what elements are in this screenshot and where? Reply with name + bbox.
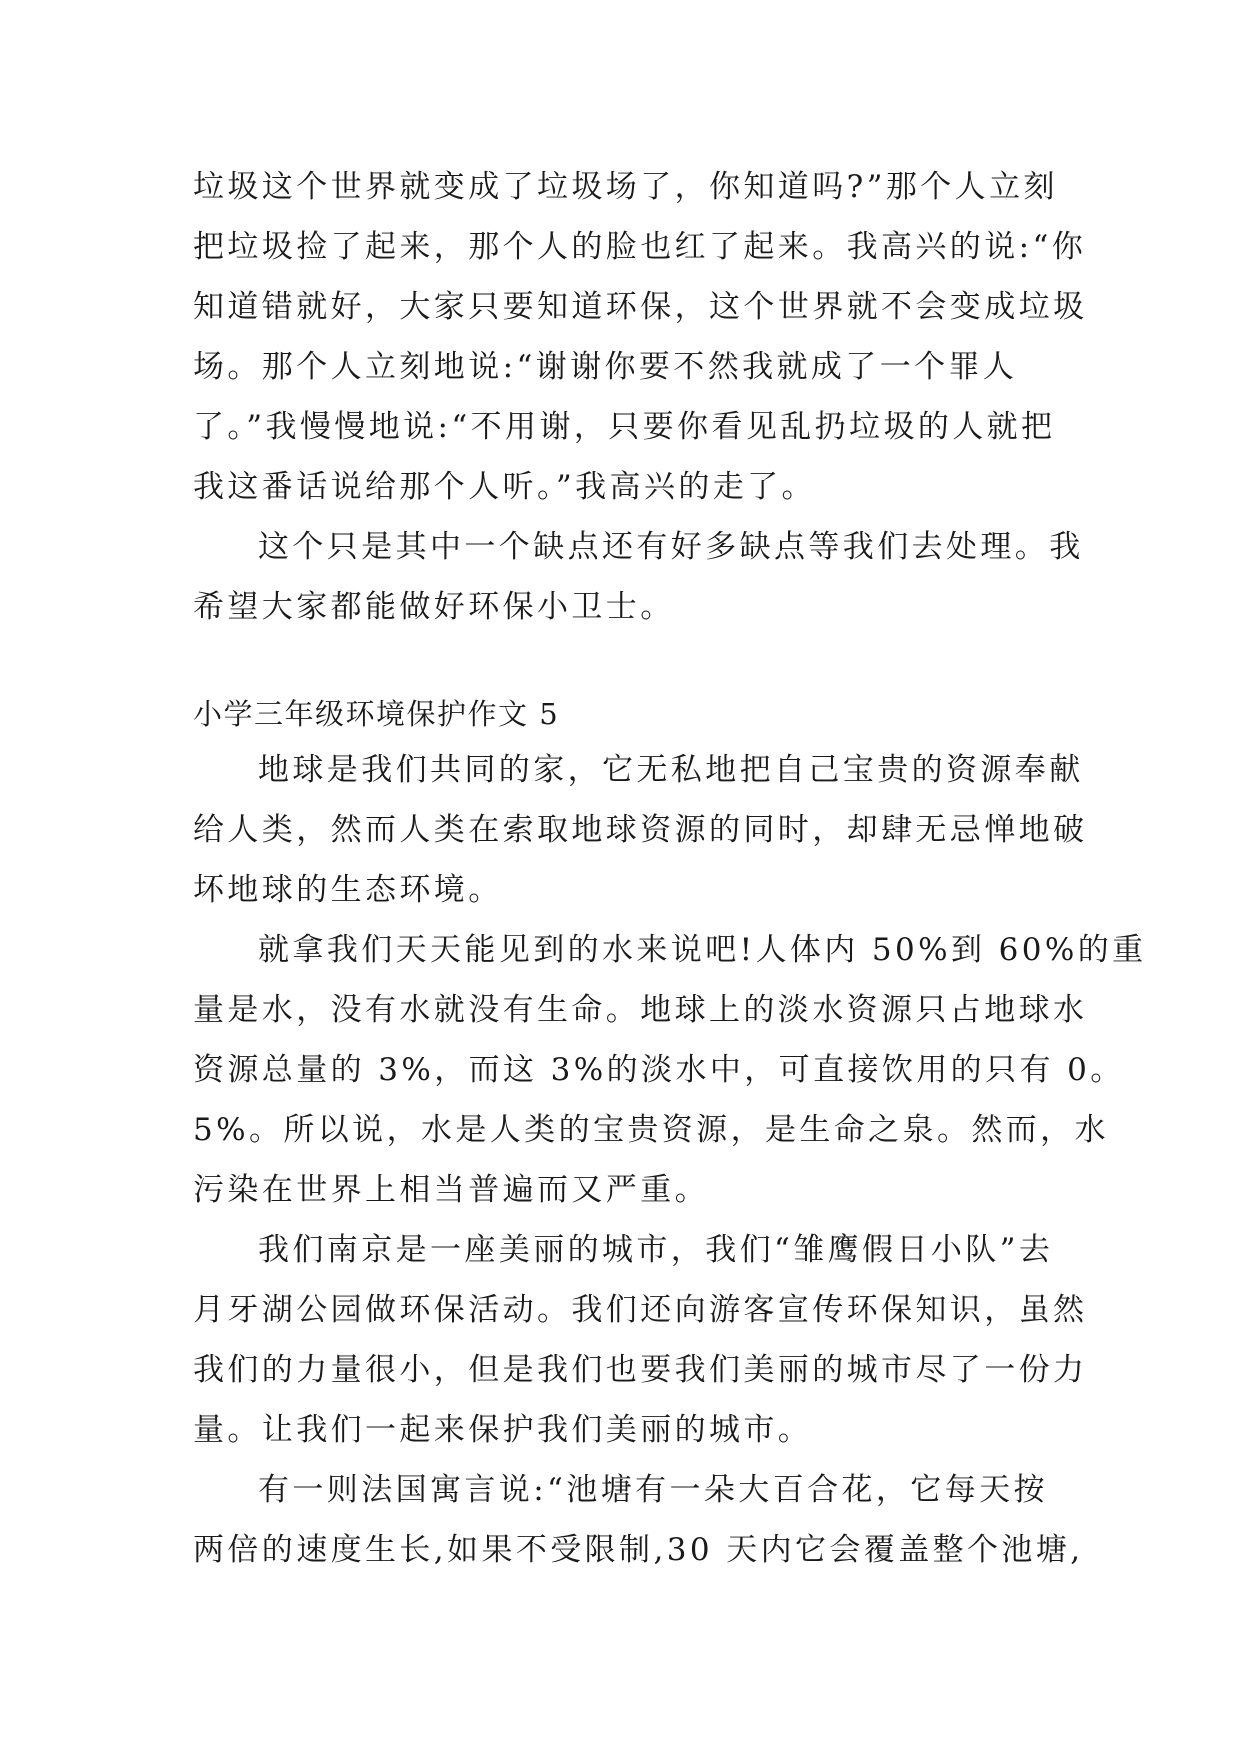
paragraph-2-line-2: 希望大家都能做好环保小卫士。	[193, 589, 675, 625]
paragraph-4-line-4: 5%。所以说，水是人类的宝贵资源，是生命之泉。然而，水	[193, 1112, 1109, 1148]
paragraph-1-line-1: 垃圾这个世界就变成了垃圾场了，你知道吗?”那个人立刻	[193, 169, 1058, 205]
paragraph-5-line-1: 我们南京是一座美丽的城市，我们“雏鹰假日小队”去	[258, 1232, 1054, 1268]
paragraph-5-line-3: 我们的力量很小，但是我们也要我们美丽的城市尽了一份力	[193, 1352, 1088, 1388]
paragraph-2-line-1: 这个只是其中一个缺点还有好多缺点等我们去处理。我	[258, 529, 1084, 565]
paragraph-3-line-1: 地球是我们共同的家，它无私地把自己宝贵的资源奉献	[258, 752, 1084, 788]
section-title: 小学三年级环境保护作文 5	[193, 697, 560, 731]
paragraph-3-line-2: 给人类，然而人类在索取地球资源的同时，却肆无忌惮地破	[193, 812, 1088, 848]
paragraph-4-line-1: 就拿我们天天能见到的水来说吧!人体内 50%到 60%的重	[258, 932, 1147, 968]
paragraph-1-line-3: 知道错就好，大家只要知道环保，这个世界就不会变成垃圾	[193, 289, 1088, 325]
paragraph-1-line-6: 我这番话说给那个人听。”我高兴的走了。	[193, 469, 816, 505]
paragraph-6-line-1: 有一则法国寓言说:“池塘有一朵大百合花，它每天按	[258, 1472, 1048, 1508]
paragraph-4-line-5: 污染在世界上相当普遍而又严重。	[193, 1172, 709, 1208]
paragraph-6-line-2: 两倍的速度生长,如果不受限制,30 天内它会覆盖整个池塘,	[193, 1532, 1084, 1568]
paragraph-1-line-2: 把垃圾捡了起来，那个人的脸也红了起来。我高兴的说:“你	[193, 229, 1087, 265]
paragraph-3-line-3: 坏地球的生态环境。	[193, 872, 503, 908]
paragraph-4-line-3: 资源总量的 3%，而这 3%的淡水中，可直接饮用的只有 0。	[193, 1052, 1125, 1088]
paragraph-1-line-4: 场。那个人立刻地说:“谢谢你要不然我就成了一个罪人	[193, 349, 1018, 385]
paragraph-5-line-2: 月牙湖公园做环保活动。我们还向游客宣传环保知识，虽然	[193, 1292, 1088, 1328]
paragraph-5-line-4: 量。让我们一起来保护我们美丽的城市。	[193, 1412, 813, 1448]
paragraph-4-line-2: 量是水，没有水就没有生命。地球上的淡水资源只占地球水	[193, 992, 1088, 1028]
paragraph-1-line-5: 了。”我慢慢地说:“不用谢，只要你看见乱扔垃圾的人就把	[193, 409, 1056, 445]
